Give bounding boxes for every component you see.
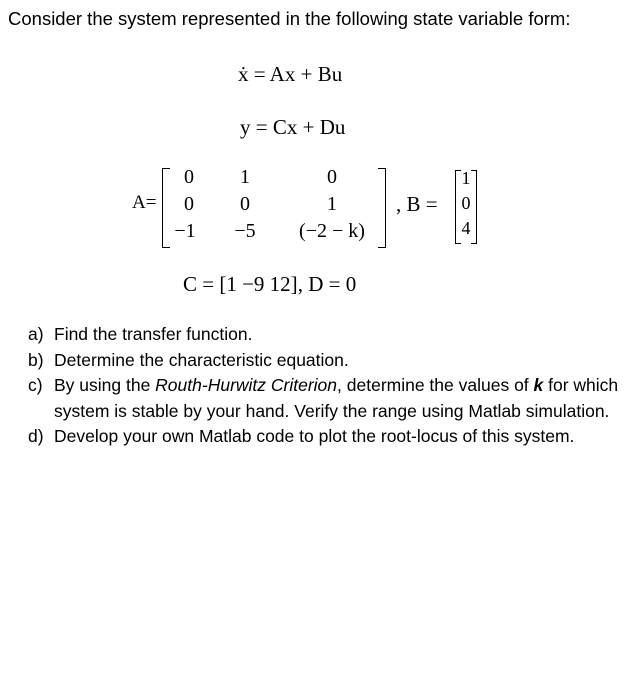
question-text: Determine the characteristic equation. [54,349,349,370]
question-item [28,322,628,348]
matrix-d: , D = 0 [297,272,357,296]
matrix-a-cell: 0 [327,166,337,188]
matrix-b-cell: 1 [461,168,471,188]
matrix-a-right-bracket [378,168,386,248]
question-text: By using the [54,375,156,395]
question-text: , determine the values of [337,375,534,395]
question-list [28,322,628,450]
matrix-c-d-equation [183,272,356,297]
question-label: a) [28,324,44,344]
matrix-a-cell: (−2 − k) [299,220,365,242]
question-text: Develop your own Matlab code to plot the root-locus of this system. [54,426,575,446]
matrix-b-cell: 4 [461,218,471,238]
output-equation: y = Cx + Du [240,115,346,139]
question-item [28,348,628,374]
routh-hurwitz-emphasis: Routh-Hurwitz Criterion [155,375,338,395]
question-label: d) [28,426,44,446]
intro-text: Consider the system represented in the following state variable form: [8,8,571,29]
matrix-a-cell: 1 [240,166,250,188]
question-label: c) [28,375,43,395]
matrix-a-cell: −5 [234,220,256,242]
matrix-b-right-bracket [471,170,477,244]
matrix-a-label: A= [132,192,157,213]
question-text: for which system is stable by your hand. Verify the range using Matlab simulation. [54,375,619,421]
matrix-c: C = [1 −9 12] [183,272,298,296]
question-item [28,373,628,424]
question-item [28,424,628,450]
matrix-a-cell: −1 [174,220,196,242]
matrix-a-cell: 0 [184,166,194,188]
question-text: Find the transfer function. [54,324,253,344]
question-label: b) [28,349,44,370]
matrix-a-cell: 0 [184,193,194,215]
matrix-b-label: , B = [396,192,438,216]
matrix-a-cell: 0 [240,193,250,215]
state-equation: ẋ = Ax + Bu [238,62,343,86]
matrix-a-cell: 1 [327,193,337,215]
k-variable: k [533,375,544,395]
matrix-b-cell: 0 [461,193,471,213]
